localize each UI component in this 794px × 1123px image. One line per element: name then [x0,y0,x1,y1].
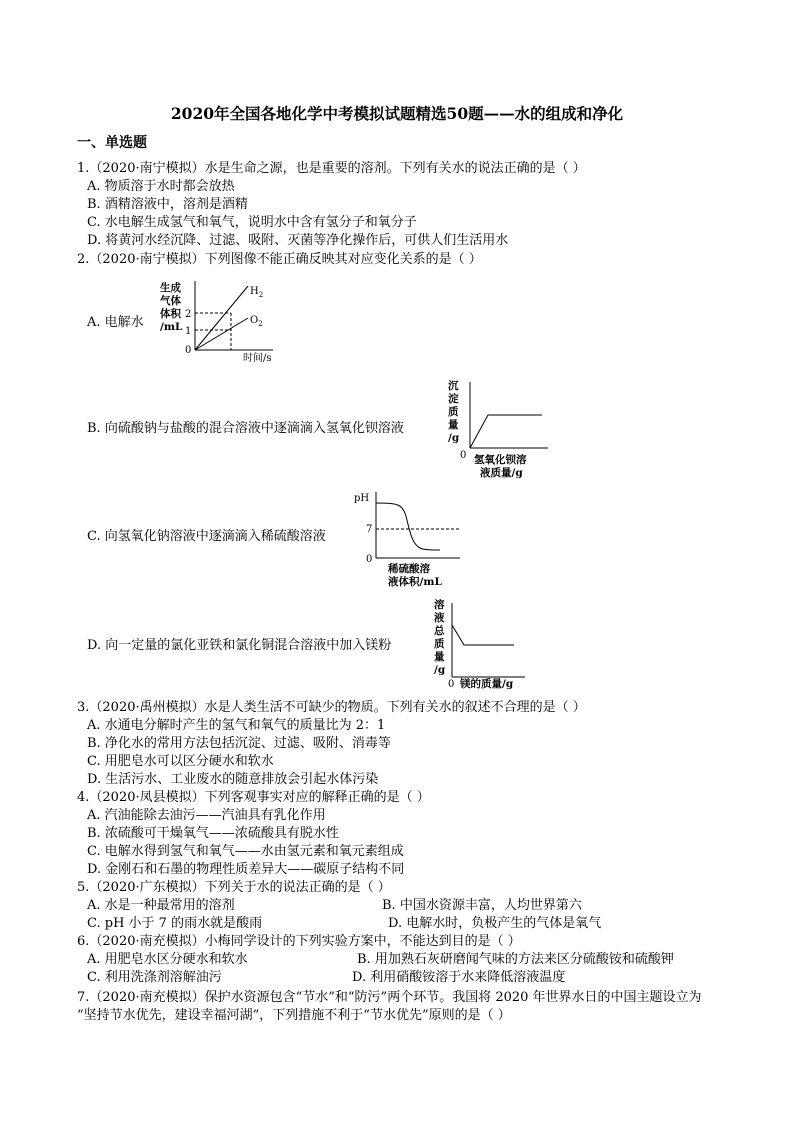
question-7-stem-line-1: 7.（2020·南充模拟）保护水资源包含“节水”和“防污”两个环节。我国将 2020 年世界水日的中国主题设立为 [77,990,702,1005]
question-1-option-b: B. 酒精溶液中，溶剂是酒精 [87,197,248,212]
graph-c-ylabel: pH [354,493,370,504]
section-heading: 一、单选题 [77,135,147,151]
question-3-option-d: D. 生活污水、工业废水的随意排放会引起水体污染 [87,772,379,787]
graph-b-ylabel-4: 量 [448,419,459,431]
graph-c-origin: 0 [366,554,373,565]
graph-a-ylabel-4: /mL [160,321,183,333]
graph-c-tick-7: 7 [366,524,373,535]
graph-b-xlabel-2: 液质量/g [480,467,523,479]
graph-b-xlabel-1: 氢氧化钡溶 [474,454,527,466]
question-4-option-c: C. 电解水得到氢气和氧气——水由氢元素和氧元素组成 [87,844,404,859]
graph-d-ylabel-2: 液 [434,612,445,624]
graph-d-origin: 0 [448,679,455,690]
question-5-option-a: A. 水是一种最常用的溶剂 [87,898,235,913]
question-1-stem: 1.（2020·南宁模拟）水是生命之源，也是重要的溶剂。下列有关水的说法正确的是（ ） [77,161,586,176]
question-6-option-a: A. 用肥皂水区分硬水和软水 [87,952,248,967]
graph-b-ylabel-1: 沉 [448,380,459,392]
question-2-option-b: B. 向硫酸钠与盐酸的混合溶液中逐滴滴入氢氧化钡溶液 [87,421,404,436]
graph-b-ylabel-5: /g [448,432,460,444]
graph-d-ylabel-3: 总 [434,625,445,637]
graph-d-curve [452,625,514,645]
graph-solution-mass [430,597,530,695]
graph-a-xlabel: 时间/s [243,353,272,364]
question-6-option-c: C. 利用洗涤剂溶解油污 [87,970,222,985]
graph-a-ylabel-3: 体积 [160,308,181,320]
question-3-option-a: A. 水通电分解时产生的氢气和氧气的质量比为 2：1 [87,718,386,733]
graph-d-ylabel-6: /g [434,664,446,676]
graph-d-ylabel-1: 溶 [434,599,445,611]
question-6-stem: 6.（2020·南充模拟）小梅同学设计的下列实验方案中，不能达到目的是（ ） [77,934,521,949]
question-2-option-d: D. 向一定量的氯化亚铁和氯化铜混合溶液中加入镁粉 [87,638,392,653]
question-5-option-b: B. 中国水资源丰富，人均世界第六 [382,898,582,913]
graph-c-xlabel-1: 稀硫酸溶 [388,563,430,575]
question-2-stem: 2.（2020·南宁模拟）下列图像不能正确反映其对应变化关系的是（ ） [77,252,482,267]
graph-ph-curve [350,488,465,593]
question-1-option-c: C. 水电解生成氢气和氧气，说明水中含有氢分子和氧分子 [87,215,417,230]
question-5-stem: 5.（2020·广东模拟）下列关于水的说法正确的是（ ） [77,880,391,895]
graph-b-ylabel-2: 淀 [448,393,459,405]
graph-d-ylabel-5: 量 [434,651,445,663]
question-4-stem: 4.（2020·凤县模拟）下列客观事实对应的解释正确的是（ ） [77,790,430,805]
graph-a-o2-label: $O_2$ [250,315,263,328]
graph-a-o2-line [195,318,248,350]
question-4-option-b: B. 浓硫酸可干燥氧气——浓硫酸具有脱水性 [87,826,339,841]
graph-d-xlabel: 镁的质量/g [460,678,514,690]
graph-precipitate-mass [444,378,554,483]
question-3-stem: 3.（2020·禹州模拟）水是人类生活不可缺少的物质。下列有关水的叙述不合理的是（ ） [77,700,586,715]
graph-a-ylabel-2: 气体 [160,295,181,307]
graph-a-tick-1: 1 [185,326,192,337]
graph-a-ylabel-1: 生成 [160,282,181,294]
graph-d-ylabel-4: 质 [434,638,445,650]
graph-b-ylabel-3: 质 [448,406,459,418]
question-4-option-d: D. 金刚石和石墨的物理性质差异大——碳原子结构不同 [87,862,405,877]
graph-b-origin: 0 [460,450,467,461]
question-1-option-a: A. 物质溶于水时都会放热 [87,179,235,194]
question-2-option-a: A. 电解水 [87,315,144,330]
page-title: 2020年全国各地化学中考模拟试题精选50题——水的组成和净化 [170,104,624,123]
question-4-option-a: A. 汽油能除去油污——汽油具有乳化作用 [87,808,326,823]
graph-electrolysis [155,279,280,364]
graph-a-origin: 0 [185,345,192,356]
question-5-option-c: C. pH 小于 7 的雨水就是酸雨 [87,916,263,931]
graph-a-tick-2: 2 [185,309,192,320]
question-1-option-d: D. 将黄河水经沉降、过滤、吸附、灭菌等净化操作后，可供人们生活用水 [87,233,509,248]
question-5-option-d: D. 电解水时，负极产生的气体是氧气 [388,916,602,931]
question-2-option-c: C. 向氢氧化钠溶液中逐滴滴入稀硫酸溶液 [87,529,326,544]
graph-a-h2-label: $H_2$ [250,286,264,299]
question-7-stem-line-2: “坚持节水优先，建设幸福河湖”，下列措施不利于“节水优先”原则的是（ ） [77,1008,511,1023]
question-6-option-d: D. 利用硝酸铵溶于水来降低溶液温度 [352,970,566,985]
graph-b-curve [470,415,542,448]
question-3-option-b: B. 净化水的常用方法包括沉淀、过滤、吸附、消毒等 [87,736,391,751]
question-3-option-c: C. 用肥皂水可以区分硬水和软水 [87,754,274,769]
graph-c-xlabel-2: 液体积/mL [388,576,442,588]
graph-a-h2-line [195,286,248,350]
question-6-option-b: B. 用加熟石灰研磨闻气味的方法来区分硫酸铵和硫酸钾 [357,952,674,967]
graph-c-curve [376,503,440,550]
